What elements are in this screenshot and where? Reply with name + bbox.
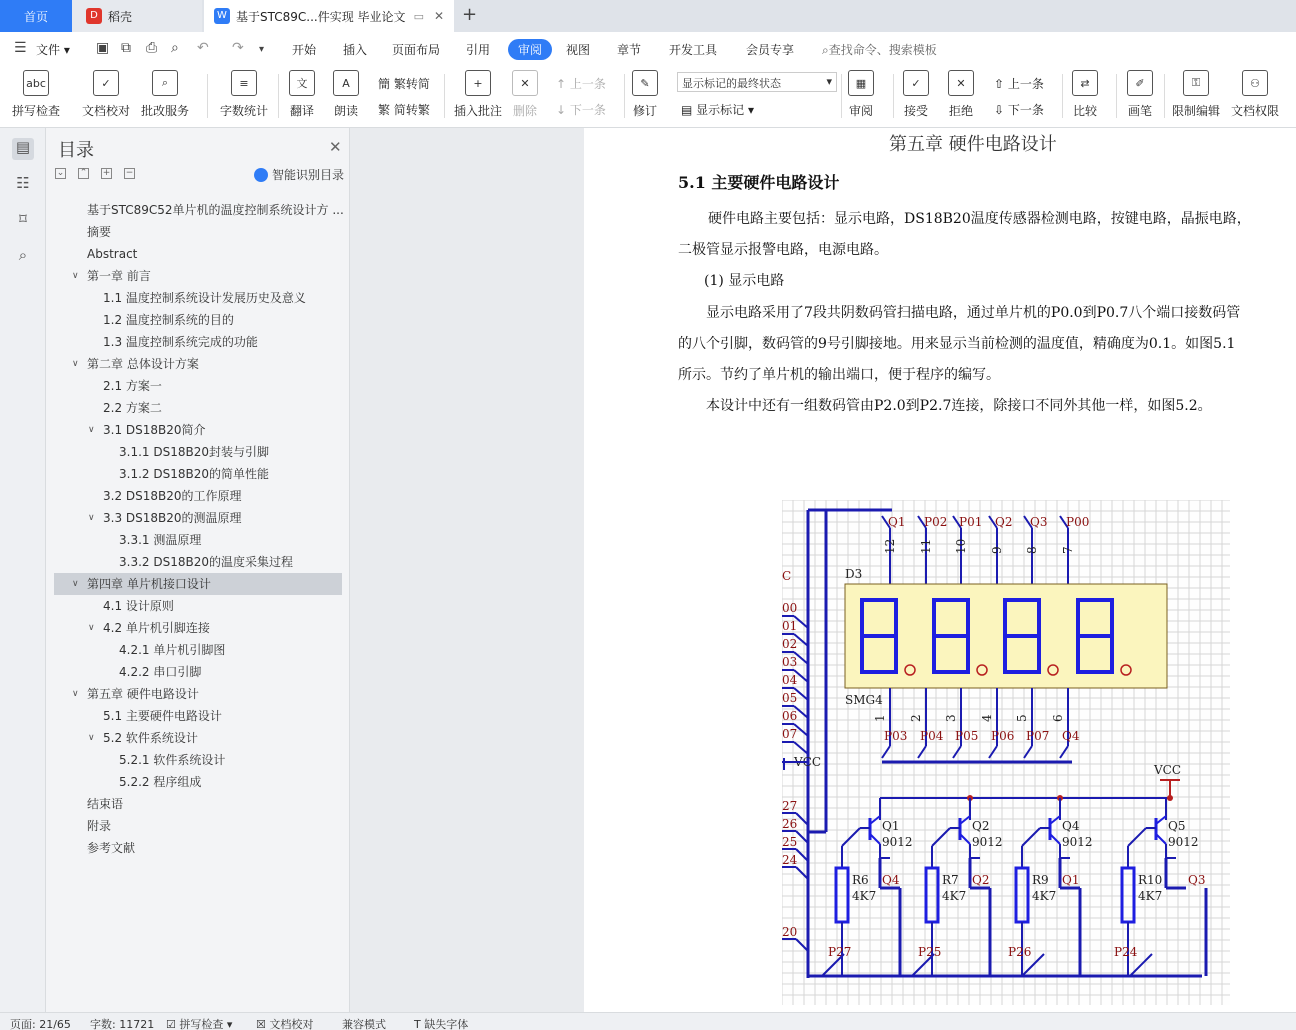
menu-file[interactable]: 文件 ▾ [36,43,70,57]
toc-item-label: 1.1 温度控制系统设计发展历史及意义 [103,291,306,305]
transistor-label: Q1 [882,819,900,833]
missing-fonts[interactable] [414,1016,468,1030]
toc-item-label: 2.2 方案二 [103,401,162,415]
command-search[interactable] [822,41,937,58]
left-pin-label: 27 [782,799,798,813]
show-markup-label: 显示标记 [696,103,745,117]
expand-up-icon[interactable]: ⌃ [79,168,88,178]
toc-item-label: 3.3.2 DS18B20的温度采集过程 [119,555,293,569]
resistor-body [836,868,848,922]
doc-rights-label: 文档权限 [1231,104,1280,118]
ribbon-divider [444,74,445,118]
tab-home[interactable] [0,0,72,32]
base-wire [1022,828,1040,846]
toc-item-label: 摘要 [87,225,112,239]
track-changes-button[interactable] [632,70,658,119]
markup-state-value: 显示标记的最终状态 [682,77,781,90]
toc-item-label: 基于STC89C52单片机的温度控制系统设计方 ... [87,203,344,217]
delete-comment-icon: ✕ [512,70,538,96]
resistor-label: R6 [852,873,869,887]
spell-check-label: 拼写检查 [12,104,61,118]
pin-wire [989,746,997,758]
toc-item-label: 第二章 总体设计方案 [87,357,199,371]
left-pin-label: 06 [782,709,798,723]
word-count-label: 字数统计 [220,104,269,118]
restrict-editing-label: 限制编辑 [1172,104,1221,118]
save-icon[interactable]: ▣ [96,40,110,56]
batch-service-label: 批改服务 [141,104,190,118]
expand-caret-icon[interactable]: ∨ [72,579,79,589]
menu-section[interactable]: 章节 [617,43,642,57]
toc-item-label: 4.2.2 串口引脚 [119,665,202,679]
tab-home-label: 首页 [23,9,48,24]
expand-caret-icon[interactable]: ∨ [88,733,95,743]
next-change-button[interactable]: ⇩ 下一条 [994,103,1044,117]
review-pane-label: 审阅 [848,104,873,118]
show-markup-button[interactable]: ▤ 显示标记 ▾ [681,103,755,117]
track-changes-icon: ✎ [632,70,658,96]
collector-net-label: Q1 [1062,873,1080,887]
toc-item-label: 3.1.2 DS18B20的简单性能 [119,467,269,481]
add-comment-icon: + [465,70,491,96]
spell-check-button[interactable] [12,70,60,119]
compare-button[interactable] [1072,70,1098,119]
pin-net-label: P02 [924,515,948,529]
side-icon-strip [0,128,46,1012]
left-pin-label: C [782,569,792,583]
spell-check-icon: abc [23,70,49,96]
ribbon-divider [841,74,842,118]
transistor-type: 9012 [882,835,913,849]
read-aloud-icon: A [333,70,359,96]
pin-wire [1060,746,1068,758]
smart-icon [254,168,268,182]
read-aloud-label: 朗读 [333,104,358,118]
toc-item-label: 1.3 温度控制系统完成的功能 [103,335,258,349]
pin-wire [796,939,808,951]
left-pin-label: 02 [782,637,798,651]
pin-net-label: Q4 [1062,729,1080,743]
pin-net-label: Q1 [888,515,906,529]
pen-button[interactable] [1127,70,1153,119]
section-heading: 5.1 主要硬件电路设计 [678,173,840,192]
pin-net-label: P05 [955,729,979,743]
port-net-label: P24 [1114,945,1138,959]
ribbon-divider [207,74,208,118]
pin-wire [953,746,961,758]
resistor-value: 4K7 [942,889,967,903]
doc-rights-icon: ⚇ [1242,70,1268,96]
vcc-label: VCC [1154,763,1182,777]
word-count-indicator[interactable]: 字数: 11721 [90,1018,155,1030]
menu-start[interactable]: 开始 [292,43,317,57]
toc-item-label: 第五章 硬件电路设计 [87,687,199,701]
ribbon-divider [278,74,279,118]
toc-item-label: 附录 [87,819,112,833]
pin-net-label: P01 [959,515,983,529]
toc-item-label: 4.2.1 单片机引脚图 [119,643,226,657]
resistor-body [1016,868,1028,922]
toc-item-label: 结束语 [87,797,124,811]
add-level-icon[interactable]: + [102,168,111,178]
transistor-type: 9012 [1168,835,1199,849]
left-pin-label: 26 [782,817,798,831]
pin-wire [794,742,808,754]
left-pin-label: 05 [782,691,798,705]
status-spell-check[interactable]: ☑ 拼写检查 ▾ [166,1018,233,1030]
status-spell-label: 拼写检查 [179,1018,224,1030]
track-changes-label: 修订 [632,104,657,118]
pin-number: 10 [954,538,968,554]
writer-icon: W [214,8,230,24]
menu-bar [0,32,1296,66]
export-icon[interactable]: ⧉ [121,40,131,56]
paragraph-line: 显示电路采用了7段共阴数码管扫描电路，通过单片机的P0.0到P0.7八个端口接数码管 [706,305,1241,321]
circuit-diagram [782,500,1230,1005]
left-pin-label: 00 [782,601,798,615]
port-net-label: P26 [1008,945,1032,959]
pin-net-label: P04 [920,729,944,743]
pin-net-label: Q2 [995,515,1013,529]
review-pane-button[interactable] [848,70,874,119]
pin-number: 4 [980,714,994,722]
checkbox-icon: ☑ [166,1018,176,1030]
expand-caret-icon[interactable]: ∨ [72,689,79,699]
pin-number: 9 [990,546,1004,554]
resistor-label: R7 [942,873,959,887]
trad-to-simp-button[interactable] [378,75,430,92]
pin-wire [796,849,808,861]
ribbon-divider [624,74,625,118]
translate-icon: 文 [289,70,315,96]
simp-icon: 繁 [378,103,391,117]
insert-comment-button[interactable] [454,70,502,119]
collector-net-label: Q3 [1188,873,1206,887]
transistor-label: Q2 [972,819,990,833]
ribbon-divider [1164,74,1165,118]
print-icon[interactable]: ⎙ [146,40,158,56]
menu-references[interactable]: 引用 [466,43,491,57]
toc-item-label: 3.1.1 DS18B20封装与引脚 [119,445,269,459]
read-aloud-button[interactable] [333,70,359,119]
toc-item-label: 第一章 前言 [87,269,151,283]
left-pin-label: 01 [782,619,798,633]
batch-service-icon: ⌕ [152,70,178,96]
doc-check-label: 文档校对 [82,104,131,118]
prev-comment-label: 上一条 [569,77,606,91]
remove-level-icon[interactable]: − [125,168,134,178]
review-pane-icon: ▦ [848,70,874,96]
toc-item-label: 第四章 单片机接口设计 [87,577,211,591]
expand-caret-icon[interactable]: ∨ [88,425,95,435]
chevron-down-icon: ▾ [826,75,832,88]
circuit-figure [782,500,1230,1005]
reject-icon: ✕ [948,70,974,96]
collector-net-label: Q2 [972,873,990,887]
part-designator: D3 [845,567,863,581]
toc-panel [46,128,350,1012]
pin-net-label: P03 [884,729,908,743]
transistor-type: 9012 [1062,835,1093,849]
resistor-value: 4K7 [1138,889,1163,903]
tab-daoke-label: 稻壳 [108,9,133,24]
daoke-icon: D [86,8,102,24]
transistor-label: Q5 [1168,819,1186,833]
left-pin-label: 07 [782,727,798,741]
search-icon: ⌕ [822,43,829,57]
ribbon-divider [1116,74,1117,118]
word-count-icon: ≡ [231,70,257,96]
expand-caret-icon[interactable]: ∨ [72,271,79,281]
compare-icon: ⇄ [1072,70,1098,96]
toc-item-label: 4.1 设计原则 [103,599,174,613]
pin-number: 5 [1015,714,1029,722]
trad-icon: 簡 [378,77,391,91]
pin-icon[interactable]: ▭ [413,9,424,23]
left-pin-label: 03 [782,655,798,669]
next-comment-label: 下一条 [569,103,606,117]
prev-change-button[interactable]: ⇧ 上一条 [994,77,1044,91]
menu-review[interactable]: 审阅 [508,39,552,60]
resistor-value: 4K7 [1032,889,1057,903]
port-net-label: P25 [918,945,942,959]
paragraph-line: 硬件电路主要包括：显示电路，DS18B20温度传感器检测电路，按键电路，晶振电路， [708,211,1251,227]
toc-item-label: 参考文献 [87,841,136,855]
paragraph-line: 的八个引脚，数码管的9号引脚接地。用来显示当前检测的温度值，精确度为0.1。如图5.1 [678,336,1236,352]
reject-button[interactable] [948,70,974,119]
toc-item-label: 5.2 软件系统设计 [103,731,198,745]
chapter-heading: 第五章 硬件电路设计 [889,134,1057,155]
toc-item-label: 5.2.1 软件系统设计 [119,753,226,767]
pin-number: 2 [909,714,923,722]
toc-item-label: 5.2.2 程序组成 [119,775,202,789]
toc-item[interactable] [54,573,342,595]
pin-wire [882,746,890,758]
subheading: (1) 显示电路 [704,273,785,289]
pin-number: 7 [1061,546,1075,554]
paragraph-line: 二极管显示报警电路，电源电路。 [678,242,888,258]
toc-item-label: Abstract [87,247,138,261]
prev-comment-button[interactable]: ↑ 上一条 [556,77,606,91]
transistor-label: Q4 [1062,819,1080,833]
toc-item-label: 3.2 DS18B20的工作原理 [103,489,242,503]
junction-dot [1167,795,1173,801]
status-doc-check[interactable] [256,1016,313,1030]
left-pin-label: 25 [782,835,798,849]
resistor-label: R9 [1032,873,1049,887]
left-pin-label: 24 [782,853,798,867]
insert-comment-label: 插入批注 [454,104,503,118]
status-doc-check-label: 文档校对 [269,1018,314,1030]
expand-caret-icon[interactable]: ∨ [88,513,95,523]
resistor-label: R10 [1138,873,1163,887]
next-comment-button[interactable]: ↓ 下一条 [556,103,606,117]
outline-icon[interactable]: ☷ [16,174,30,192]
collector-net-label: Q4 [882,873,900,887]
base-wire [842,828,860,846]
workspace-gutter [350,128,584,1012]
doc-check-button[interactable] [82,70,130,119]
font-icon: T [414,1018,421,1030]
batch-service-button[interactable] [141,70,189,119]
ribbon-divider [893,74,894,118]
pin-number: 12 [883,538,897,554]
bookmark-icon[interactable]: ⌑ [19,210,27,228]
compat-mode: 兼容模式 [342,1018,386,1030]
accept-label: 接受 [903,104,928,118]
left-pin-label: 04 [782,673,798,687]
accept-button[interactable] [903,70,929,119]
ribbon-divider [1062,74,1063,118]
transistor-type: 9012 [972,835,1003,849]
pin-number: 3 [944,714,958,722]
paragraph-line: 所示。节约了单片机的输出端口，便于程序的编写。 [678,367,1000,383]
expand-caret-icon[interactable]: ∨ [72,359,79,369]
pin-wire [796,867,808,879]
check-box-icon: ☒ [256,1018,266,1030]
toc-item-label: 3.3 DS18B20的测温原理 [103,511,242,525]
menu-file-label: 文件 [36,43,61,57]
delete-comment-button[interactable] [512,70,538,119]
toc-item-label: 2.1 方案一 [103,379,162,393]
compare-label: 比较 [1072,104,1097,118]
status-bar [0,1012,1296,1030]
restrict-editing-button[interactable] [1172,70,1220,119]
part-name: SMG4 [845,693,883,707]
pin-number: 8 [1025,546,1039,554]
tab-daoke[interactable] [72,0,202,32]
search-icon[interactable]: ⌕ [18,246,28,264]
pin-net-label: Q3 [1030,515,1048,529]
tab-document[interactable] [204,0,454,32]
menu-insert[interactable]: 插入 [343,43,368,57]
doc-rights-button[interactable] [1231,70,1279,119]
menu-developer[interactable]: 开发工具 [669,43,718,57]
doc-check-icon: ✓ [93,70,119,96]
pen-icon: ✐ [1127,70,1153,96]
prev-change-label: 上一条 [1007,77,1044,91]
review-ribbon [0,66,1296,128]
left-pin-label: 20 [782,925,798,939]
paragraph-line: 本设计中还有一组数码管由P2.0到P2.7连接，除接口不同外其他一样，如图5.2。 [706,398,1212,414]
vcc-label: VCC [794,755,822,769]
resistor-value: 4K7 [852,889,877,903]
simp-to-trad-button[interactable] [378,101,430,118]
menu-member[interactable]: 会员专享 [746,43,795,57]
expand-caret-icon[interactable]: ∨ [88,623,95,633]
delete-comment-label: 删除 [512,104,537,118]
pin-net-label: P00 [1066,515,1090,529]
toc-item-label: 3.1 DS18B20简介 [103,423,206,437]
tab-document-label: 基于STC89C...件实现 毕业论文 [236,9,406,24]
add-tab-icon[interactable]: + [462,4,478,25]
more-icon[interactable]: ▾ [259,44,265,55]
trad-to-simp-label: 繁转简 [393,77,430,91]
missing-fonts-label: 缺失字体 [424,1018,469,1030]
toc-item-label: 1.2 温度控制系统的目的 [103,313,234,327]
reject-label: 拒绝 [948,104,973,118]
close-icon[interactable]: ✕ [433,9,444,23]
pin-number: 1 [873,714,887,722]
command-search-label: 查找命令、搜索模板 [828,43,937,57]
redo-icon[interactable]: ↷ [232,40,244,56]
base-wire [1128,828,1146,846]
show-markup-icon: ▤ [681,103,693,117]
pin-number: 11 [919,538,933,554]
pin-number: 6 [1051,714,1065,722]
undo-icon[interactable]: ↶ [197,40,209,56]
pen-label: 画笔 [1127,104,1152,118]
toc-item-label: 4.2 单片机引脚连接 [103,621,210,635]
toc-item-label: 5.1 主要硬件电路设计 [103,709,222,723]
port-net-label: P27 [828,945,852,959]
toc-title: 目录 [58,140,94,161]
word-count-button[interactable] [220,70,268,119]
markup-state-select[interactable] [677,72,837,92]
preview-icon[interactable]: ⌕ [171,40,179,56]
lock-icon: ⚿ [1183,70,1209,96]
pin-wire [1024,746,1032,758]
document-page[interactable] [584,128,1296,1012]
translate-label: 翻译 [289,104,314,118]
tab-bar [0,0,1296,32]
menu-view[interactable]: 视图 [566,43,591,57]
toc-item-label: 3.3.1 测温原理 [119,533,202,547]
collapse-all-icon[interactable]: ⌄ [56,168,65,178]
close-icon[interactable]: ✕ [329,138,342,156]
smart-toc-button[interactable] [254,166,344,183]
next-change-label: 下一条 [1007,103,1044,117]
translate-button[interactable] [289,70,315,119]
toc-icon[interactable]: ▤ [12,138,34,160]
pin-net-label: P07 [1026,729,1050,743]
hamburger-icon[interactable]: ☰ [14,40,27,56]
accept-icon: ✓ [903,70,929,96]
smart-toc-label: 智能识别目录 [272,168,345,182]
menu-layout[interactable]: 页面布局 [392,43,441,57]
page-indicator[interactable]: 页面: 21/65 [10,1018,71,1030]
pin-net-label: P06 [991,729,1015,743]
simp-to-trad-label: 简转繁 [393,103,430,117]
resistor-body [1122,868,1134,922]
